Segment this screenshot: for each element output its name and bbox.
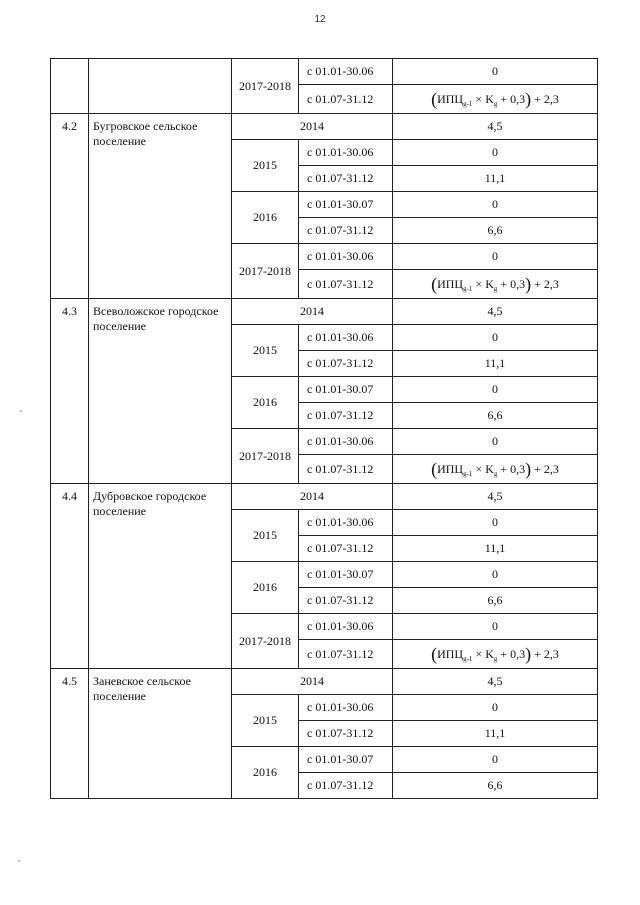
formula-open-paren: ( (431, 643, 438, 664)
formula-times-k: × K (472, 646, 494, 661)
tariff-formula (431, 643, 559, 664)
formula-k-subscript: g (493, 284, 498, 293)
tariff-formula (431, 88, 559, 109)
base-year-cell: 2014 (232, 669, 393, 695)
period-cell: с 01.07-31.12 (299, 403, 393, 429)
value-cell: 6,6 (393, 218, 598, 244)
formula-plus: + 0,3 (497, 276, 526, 291)
value-cell: 0 (393, 614, 598, 640)
settlement-name: Заневское сельское поселение (89, 669, 232, 799)
year-cell: 2017-2018 (232, 244, 299, 299)
value-cell: 0 (393, 244, 598, 270)
value-cell: 0 (393, 747, 598, 773)
base-value-cell: 4,5 (393, 299, 598, 325)
year-cell: 2016 (232, 377, 299, 429)
formula-open-paren: ( (431, 458, 438, 479)
year-cell: 2017-2018 (232, 59, 299, 114)
formula-ipc-subscript: g-1 (463, 469, 473, 478)
period-cell: с 01.07-31.12 (299, 218, 393, 244)
formula-cell (393, 640, 598, 669)
base-year-cell: 2014 (232, 484, 393, 510)
year-cell: 2017-2018 (232, 429, 299, 484)
base-value-cell: 4,5 (393, 484, 598, 510)
value-cell: 0 (393, 192, 598, 218)
year-cell: 2016 (232, 747, 299, 799)
value-cell: 0 (393, 59, 598, 85)
formula-times-k: × K (472, 276, 494, 291)
section-number: 4.2 (51, 114, 89, 299)
settlement-name-cell (89, 59, 232, 114)
formula-ipc-subscript: g-1 (463, 654, 473, 663)
year-cell: 2016 (232, 192, 299, 244)
period-cell: с 01.01-30.07 (299, 192, 393, 218)
formula-ipc-subscript: g-1 (463, 284, 473, 293)
period-cell: с 01.07-31.12 (299, 351, 393, 377)
base-value-cell: 4,5 (393, 114, 598, 140)
period-cell: с 01.07-31.12 (299, 588, 393, 614)
formula-times-k: × K (472, 91, 494, 106)
value-cell: 11,1 (393, 721, 598, 747)
formula-times-k: × K (472, 461, 494, 476)
period-cell: с 01.01-30.06 (299, 614, 393, 640)
formula-close-paren: ) (525, 88, 532, 109)
formula-ipc: ИПЦ (437, 461, 464, 476)
formula-tail: + 2,3 (531, 646, 559, 661)
section-number-cell (51, 59, 89, 114)
year-cell: 2015 (232, 325, 299, 377)
formula-k-subscript: g (493, 654, 498, 663)
period-cell: с 01.07-31.12 (299, 455, 393, 484)
period-cell: с 01.07-31.12 (299, 270, 393, 299)
value-cell: 0 (393, 140, 598, 166)
year-cell: 2016 (232, 562, 299, 614)
tariff-table (50, 58, 598, 799)
formula-cell (393, 270, 598, 299)
period-cell: с 01.07-31.12 (299, 773, 393, 799)
period-cell: с 01.01-30.06 (299, 140, 393, 166)
value-cell: 0 (393, 562, 598, 588)
value-cell: 0 (393, 510, 598, 536)
formula-close-paren: ) (525, 458, 532, 479)
formula-tail: + 2,3 (531, 276, 559, 291)
base-value-cell: 4,5 (393, 669, 598, 695)
formula-open-paren: ( (431, 88, 438, 109)
table-row (51, 299, 598, 325)
value-cell: 6,6 (393, 403, 598, 429)
formula-cell (393, 455, 598, 484)
base-year-cell: 2014 (232, 299, 393, 325)
table-row (51, 669, 598, 695)
scan-speck (20, 410, 22, 412)
table-row (51, 59, 598, 85)
formula-close-paren: ) (525, 643, 532, 664)
period-cell: с 01.01-30.06 (299, 510, 393, 536)
period-cell: с 01.07-31.12 (299, 721, 393, 747)
section-number: 4.5 (51, 669, 89, 799)
table-row (51, 484, 598, 510)
formula-plus: + 0,3 (497, 461, 526, 476)
period-cell: с 01.07-31.12 (299, 640, 393, 669)
settlement-name: Бугровское сельское поселение (89, 114, 232, 299)
formula-ipc: ИПЦ (437, 646, 464, 661)
value-cell: 0 (393, 325, 598, 351)
period-cell: с 01.01-30.07 (299, 747, 393, 773)
settlement-name: Дубровское городское поселение (89, 484, 232, 669)
section-number: 4.3 (51, 299, 89, 484)
value-cell: 6,6 (393, 773, 598, 799)
formula-k-subscript: g (493, 99, 498, 108)
year-cell: 2015 (232, 695, 299, 747)
base-year-cell: 2014 (232, 114, 393, 140)
tariff-formula (431, 273, 559, 294)
period-cell: с 01.01-30.06 (299, 695, 393, 721)
value-cell: 11,1 (393, 166, 598, 192)
formula-tail: + 2,3 (531, 461, 559, 476)
page-number: 12 (314, 14, 326, 25)
period-cell: с 01.01-30.07 (299, 377, 393, 403)
period-cell: с 01.01-30.06 (299, 244, 393, 270)
year-cell: 2015 (232, 140, 299, 192)
formula-plus: + 0,3 (497, 646, 526, 661)
period-cell: с 01.07-31.12 (299, 536, 393, 562)
value-cell: 0 (393, 377, 598, 403)
period-cell: с 01.07-31.12 (299, 85, 393, 114)
period-cell: с 01.01-30.06 (299, 59, 393, 85)
formula-ipc: ИПЦ (437, 276, 464, 291)
value-cell: 6,6 (393, 588, 598, 614)
table-row (51, 114, 598, 140)
formula-plus: + 0,3 (497, 91, 526, 106)
settlement-name: Всеволожское городское поселение (89, 299, 232, 484)
value-cell: 11,1 (393, 351, 598, 377)
period-cell: с 01.01-30.06 (299, 325, 393, 351)
year-cell: 2017-2018 (232, 614, 299, 669)
value-cell: 0 (393, 429, 598, 455)
value-cell: 11,1 (393, 536, 598, 562)
scan-speck (18, 860, 20, 862)
formula-ipc-subscript: g-1 (463, 99, 473, 108)
formula-open-paren: ( (431, 273, 438, 294)
formula-cell (393, 85, 598, 114)
formula-tail: + 2,3 (531, 91, 559, 106)
value-cell: 0 (393, 695, 598, 721)
period-cell: с 01.01-30.06 (299, 429, 393, 455)
tariff-formula (431, 458, 559, 479)
formula-close-paren: ) (525, 273, 532, 294)
section-number: 4.4 (51, 484, 89, 669)
formula-k-subscript: g (493, 469, 498, 478)
formula-ipc: ИПЦ (437, 91, 464, 106)
period-cell: с 01.01-30.07 (299, 562, 393, 588)
period-cell: с 01.07-31.12 (299, 166, 393, 192)
year-cell: 2015 (232, 510, 299, 562)
